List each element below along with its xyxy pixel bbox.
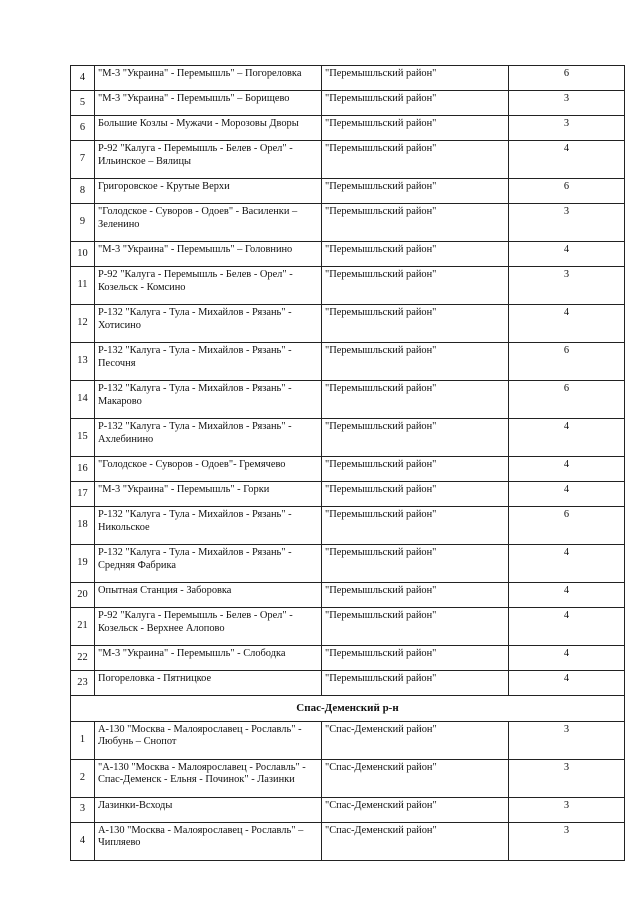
row-number: 3 [71,797,95,822]
district-name: "Перемышльский район" [322,419,509,457]
count-value: 3 [509,721,625,759]
row-number: 5 [71,91,95,116]
road-name: Р-92 "Калуга - Перемышль - Белев - Орел" - Козельск - Комсино [95,267,322,305]
count-value: 3 [509,91,625,116]
road-name: Погореловка - Пятницкое [95,671,322,696]
road-name: "М-3 "Украина" - Перемышль" - Слободка [95,646,322,671]
road-name: Р-132 "Калуга - Тула - Михайлов - Рязань" - Хотисино [95,305,322,343]
district-name: "Перемышльский район" [322,671,509,696]
row-number: 17 [71,482,95,507]
district-name: "Перемышльский район" [322,457,509,482]
district-name: "Перемышльский район" [322,583,509,608]
district-name: "Перемышльский район" [322,91,509,116]
count-value: 4 [509,305,625,343]
count-value: 6 [509,343,625,381]
count-value: 4 [509,141,625,179]
table-row [71,671,625,696]
district-name: "Перемышльский район" [322,267,509,305]
district-name: "Перемышльский район" [322,242,509,267]
row-number: 4 [71,822,95,860]
table-row [71,507,625,545]
district-name: "Спас-Деменский район" [322,797,509,822]
count-value: 3 [509,267,625,305]
road-name: "Голодское - Суворов - Одоев"- Гремячево [95,457,322,482]
count-value: 6 [509,507,625,545]
count-value: 4 [509,242,625,267]
table-row [71,179,625,204]
count-value: 4 [509,457,625,482]
district-name: "Перемышльский район" [322,343,509,381]
road-name: "М-3 "Украина" - Перемышль" – Борищево [95,91,322,116]
road-name: Лазинки-Всходы [95,797,322,822]
road-name: Григоровское - Крутые Верхи [95,179,322,204]
table-row [71,204,625,242]
row-number: 15 [71,419,95,457]
district-name: "Перемышльский район" [322,66,509,91]
row-number: 6 [71,116,95,141]
road-name: Р-92 "Калуга - Перемышль - Белев - Орел" - Козельск - Верхнее Алопово [95,608,322,646]
row-number: 20 [71,583,95,608]
road-name: Р-132 "Калуга - Тула - Михайлов - Рязань" - Никольское [95,507,322,545]
table-row [71,545,625,583]
row-number: 10 [71,242,95,267]
table-row [71,381,625,419]
road-name: Р-132 "Калуга - Тула - Михайлов - Рязань" - Песочня [95,343,322,381]
district-name: "Спас-Деменский район" [322,721,509,759]
table-row [71,583,625,608]
table-row [71,116,625,141]
district-name: "Перемышльский район" [322,507,509,545]
road-name: А-130 "Москва - Малоярославец - Рославль" – Чипляево [95,822,322,860]
table-row [71,267,625,305]
table-row [71,608,625,646]
road-name: Р-132 "Калуга - Тула - Михайлов - Рязань" - Средняя Фабрика [95,545,322,583]
road-name: "М-3 "Украина" - Перемышль" – Головнино [95,242,322,267]
row-number: 19 [71,545,95,583]
count-value: 4 [509,646,625,671]
count-value: 3 [509,759,625,797]
count-value: 3 [509,204,625,242]
count-value: 4 [509,608,625,646]
district-name: "Перемышльский район" [322,116,509,141]
row-number: 7 [71,141,95,179]
district-name: "Перемышльский район" [322,305,509,343]
road-name: Опытная Станция - Заборовка [95,583,322,608]
row-number: 21 [71,608,95,646]
section-title: Спас-Деменский р-н [71,696,625,722]
district-name: "Перемышльский район" [322,141,509,179]
road-name: "Голодское - Суворов - Одоев" - Василенки – Зеленино [95,204,322,242]
row-number: 23 [71,671,95,696]
row-number: 1 [71,721,95,759]
count-value: 3 [509,797,625,822]
district-name: "Перемышльский район" [322,482,509,507]
table-row [71,66,625,91]
table-row [71,242,625,267]
district-name: "Перемышльский район" [322,545,509,583]
road-name: Большие Козлы - Мужачи - Морозовы Дворы [95,116,322,141]
roads-table-body [71,66,625,861]
row-number: 22 [71,646,95,671]
road-name: Р-132 "Калуга - Тула - Михайлов - Рязань" - Ахлебинино [95,419,322,457]
count-value: 4 [509,482,625,507]
road-name: Р-92 "Калуга - Перемышль - Белев - Орел" - Ильинское – Вялицы [95,141,322,179]
count-value: 4 [509,419,625,457]
count-value: 3 [509,822,625,860]
row-number: 12 [71,305,95,343]
table-row [71,482,625,507]
row-number: 14 [71,381,95,419]
table-row [71,91,625,116]
count-value: 3 [509,116,625,141]
count-value: 6 [509,179,625,204]
table-row [71,759,625,797]
row-number: 18 [71,507,95,545]
count-value: 6 [509,66,625,91]
count-value: 6 [509,381,625,419]
table-row [71,797,625,822]
district-name: "Перемышльский район" [322,179,509,204]
table-row [71,646,625,671]
district-name: "Спас-Деменский район" [322,759,509,797]
row-number: 2 [71,759,95,797]
count-value: 4 [509,583,625,608]
table-row [71,457,625,482]
district-name: "Перемышльский район" [322,646,509,671]
table-row [71,141,625,179]
road-name: "М-3 "Украина" - Перемышль" - Горки [95,482,322,507]
table-row [71,305,625,343]
count-value: 4 [509,671,625,696]
row-number: 9 [71,204,95,242]
district-name: "Спас-Деменский район" [322,822,509,860]
table-row [71,721,625,759]
district-name: "Перемышльский район" [322,608,509,646]
count-value: 4 [509,545,625,583]
roads-table [70,65,625,861]
road-name: "М-3 "Украина" - Перемышль" – Погореловка [95,66,322,91]
row-number: 4 [71,66,95,91]
section-row [71,696,625,722]
road-name: Р-132 "Калуга - Тула - Михайлов - Рязань" - Макарово [95,381,322,419]
row-number: 8 [71,179,95,204]
road-name: "А-130 "Москва - Малоярославец - Рославль" - Спас-Деменск - Ельня - Починок" - Лазинки [95,759,322,797]
table-row [71,419,625,457]
row-number: 11 [71,267,95,305]
row-number: 13 [71,343,95,381]
district-name: "Перемышльский район" [322,204,509,242]
road-name: А-130 "Москва - Малоярославец - Рославль" - Любунь – Снопот [95,721,322,759]
row-number: 16 [71,457,95,482]
table-row [71,343,625,381]
table-row [71,822,625,860]
district-name: "Перемышльский район" [322,381,509,419]
